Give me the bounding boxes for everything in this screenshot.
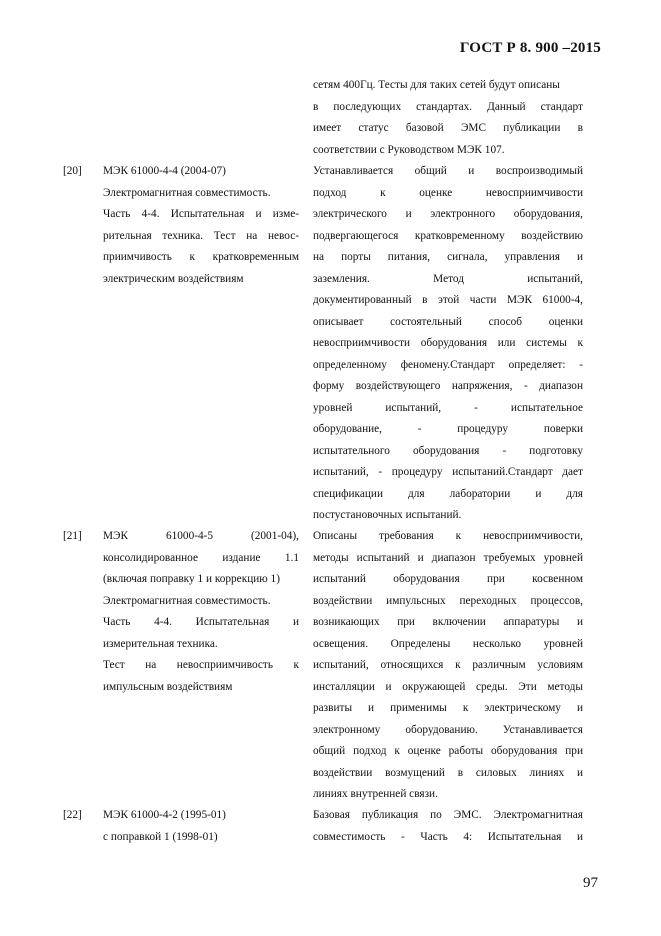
reference-description-line: постустановочных испытаний. bbox=[313, 509, 462, 521]
reference-designation-line: Часть 4-4. Испытательная и bbox=[103, 616, 299, 628]
reference-description-line: спецификации для лаборатории и для bbox=[313, 487, 583, 500]
reference-description-line: воздействии импульсных переходных процессов, bbox=[313, 594, 583, 607]
reference-description-line: методы испытаний и диапазон требуемых уровней bbox=[313, 551, 583, 564]
reference-designation-line: Часть 4-4. Испытательная и изме- bbox=[103, 208, 299, 220]
reference-number: [21] bbox=[63, 530, 82, 542]
reference-description-line: форму воздействующего напряжения, - диапазон bbox=[313, 380, 583, 392]
reference-description-line: возникающих при включении аппаратуры и bbox=[313, 616, 583, 628]
reference-designation-line: импульсным воздействиям bbox=[103, 680, 233, 693]
reference-description-line: оборудование, - процедуру поверки bbox=[313, 423, 583, 435]
reference-description-line: испытаний, относящихся к различным условиям bbox=[313, 659, 583, 671]
reference-designation-line: с поправкой 1 (1998-01) bbox=[103, 830, 218, 843]
reference-description-line: невосприимчивости оборудования или системы к bbox=[313, 337, 583, 349]
reference-description-line: испытаний оборудования при косвенном bbox=[313, 573, 583, 585]
reference-description-line: электрического и электронного оборудования, bbox=[313, 208, 583, 220]
reference-designation-line: Тест на невосприимчивость к bbox=[103, 659, 299, 671]
reference-description-line: совместимость - Часть 4: Испытательная и bbox=[313, 830, 583, 843]
reference-description-line: воздействии возмущений в силовых линиях и bbox=[313, 766, 583, 779]
continuation-text-line: сетям 400Гц. Тесты для таких сетей будут описаны bbox=[313, 79, 560, 91]
reference-description-line: линиях внутренней связи. bbox=[313, 788, 438, 800]
continuation-text-line: имеет статус базовой ЭМС публикации в bbox=[313, 122, 583, 134]
reference-designation-line: электрическим воздействиям bbox=[103, 272, 244, 285]
document-header: ГОСТ Р 8. 900 –2015 bbox=[459, 40, 601, 56]
reference-description-line: Базовая публикация по ЭМС. Электромагнитная bbox=[313, 809, 583, 821]
reference-designation-line: приимчивость к кратковременным bbox=[103, 251, 299, 263]
reference-description-line: освещения. Определены несколько уровней bbox=[313, 637, 583, 650]
reference-description-line: заземления. Метод испытаний, bbox=[313, 272, 583, 285]
reference-designation-line: (включая поправку 1 и коррекцию 1) bbox=[103, 573, 280, 585]
reference-designation-line: измерительная техника. bbox=[103, 637, 218, 650]
reference-designation-line: Электромагнитная совместимость. bbox=[103, 186, 271, 199]
reference-designation-line: МЭК 61000-4-2 (1995-01) bbox=[103, 809, 226, 821]
reference-description-line: уровней испытаний, - испытательное bbox=[313, 401, 583, 414]
reference-designation bbox=[103, 805, 299, 848]
reference-description-line: подвергающегося кратковременному воздействию bbox=[313, 229, 583, 242]
reference-designation-line: рительная техника. Тест на невос- bbox=[103, 229, 299, 242]
reference-description-line: развиты и применимы к электрическому и bbox=[313, 702, 583, 714]
reference-description-line: общий подход к оценке работы оборудования при bbox=[313, 745, 583, 757]
reference-description-line: инсталляции и окружающей среды. Эти методы bbox=[313, 680, 583, 693]
reference-description-line: испытательного оборудования - подготовку bbox=[313, 444, 583, 457]
reference-designation-line: МЭК 61000-4-5 (2001-04), bbox=[103, 530, 299, 542]
reference-designation bbox=[103, 526, 299, 698]
reference-description-line: определенному феномену.Стандарт определяет: - bbox=[313, 358, 583, 371]
reference-designation-line: Электромагнитная совместимость. bbox=[103, 594, 271, 607]
reference-description-line: Устанавливается общий и воспроизводимый bbox=[313, 165, 583, 177]
reference-designation bbox=[103, 161, 299, 290]
continuation-text bbox=[313, 75, 583, 161]
reference-description-line: Описаны требования к невосприимчивости, bbox=[313, 530, 583, 542]
reference-description bbox=[313, 526, 583, 806]
continuation-text-line: в последующих стандартах. Данный стандарт bbox=[313, 100, 583, 113]
reference-description-line: на порты питания, сигнала, управления и bbox=[313, 251, 583, 263]
reference-description-line: документированный в этой части МЭК 61000-4, bbox=[313, 294, 583, 306]
reference-designation-line: консолидированное издание 1.1 bbox=[103, 551, 299, 564]
reference-number: [20] bbox=[63, 165, 82, 177]
reference-description-line: испытаний, - процедуру испытаний.Стандарт дает bbox=[313, 466, 583, 478]
reference-description-line: электронному оборудованию. Устанавливается bbox=[313, 723, 583, 736]
page-number: 97 bbox=[583, 875, 598, 891]
reference-description bbox=[313, 805, 583, 848]
reference-description bbox=[313, 161, 583, 527]
continuation-text-line: соответствии с Руководством МЭК 107. bbox=[313, 143, 505, 156]
reference-description-line: описывает состоятельный способ оценки bbox=[313, 315, 583, 328]
reference-designation-line: МЭК 61000-4-4 (2004-07) bbox=[103, 165, 226, 177]
reference-number: [22] bbox=[63, 809, 82, 821]
reference-description-line: подход к оценке невосприимчивости bbox=[313, 186, 583, 199]
